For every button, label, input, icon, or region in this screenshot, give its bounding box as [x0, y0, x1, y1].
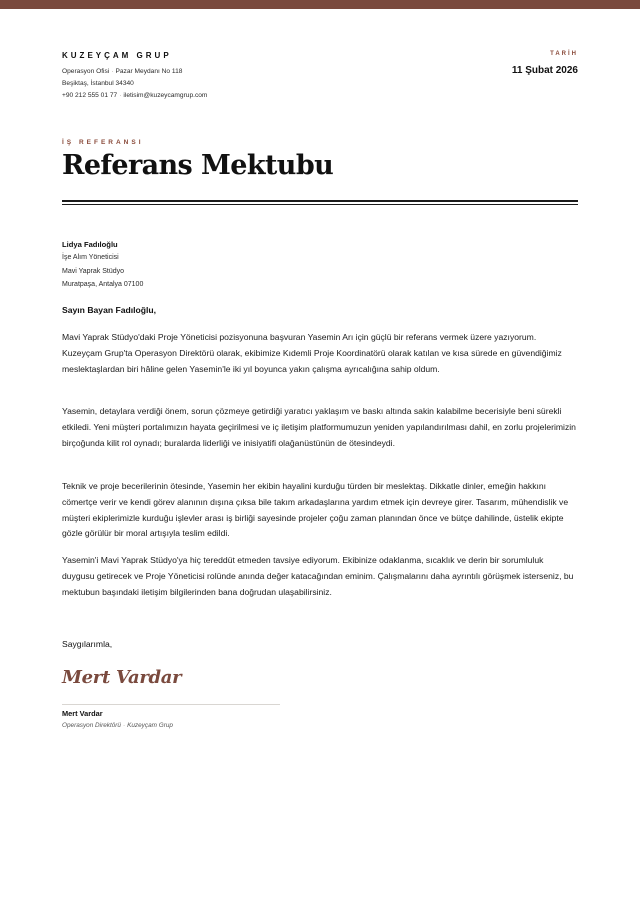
- title-divider-thin: [62, 204, 578, 205]
- recipient-location: Muratpaşa, Antalya 07100: [62, 281, 144, 289]
- address-line-1: [62, 68, 182, 75]
- contact-line: [62, 92, 207, 99]
- separator: ·: [111, 68, 114, 75]
- phone-number: +90 212 555 01 77: [62, 92, 118, 99]
- recipient-company: Mavi Yaprak Stüdyo: [62, 267, 124, 275]
- body-paragraph: Yasemin, detaylara verdiği önem, sorun çözmeye getirdiği yaratıcı yaklaşım ve baskı altında sakin kalabilme becerisiyle beni sürekli etkiledi. Yeni müşteri portalımızın hayata geçirilmesi ve iç iletişim platformumuzun yeniden yapılandırılması dahil, en zorlu projelerimizin birçoğunda kilit rol oynadı; buralarda liderliği ve inisiyatifi olağanüstünün de ötesindeydi.: [62, 406, 576, 448]
- company-name: KUZEYÇAM GRUP: [62, 51, 172, 60]
- salutation: Sayın Bayan Fadıloğlu,: [62, 305, 157, 315]
- signature-line: [62, 704, 280, 705]
- date-value: 11 Şubat 2026: [511, 65, 578, 76]
- office-name: Operasyon Ofisi: [62, 68, 110, 75]
- signer-role: Operasyon Direktörü: [62, 722, 121, 729]
- document-title: Referans Mektubu: [62, 150, 334, 181]
- separator: ·: [122, 722, 126, 729]
- signer-name: Mert Vardar: [62, 709, 103, 718]
- body-paragraph: Teknik ve proje becerilerinin ötesinde, Yasemin her ekibin hayalini kurduğu türden bir meslektaş. Dikkatle dinler, emeğin hakkını cömertçe verir ve kendi görev alanının dışına çıksa bile takım arkadaşlarına yardım etmek için devreye girer. Tasarım, mühendislik ve müşteri ekiplerimizle kurduğu işlevler arası iş birliği sayesinde projeler çoğu zaman planından önce ve bütçe dahilinde, üstelik ekipte gözle görülür bir moral artışıyla teslim edildi.: [62, 481, 569, 539]
- top-accent-bar: [0, 0, 640, 9]
- street-address: Pazar Meydanı No 118: [115, 68, 183, 75]
- recipient-title: İşe Alım Yöneticisi: [62, 254, 119, 262]
- separator: ·: [119, 92, 122, 99]
- signer-role-line: [62, 722, 173, 729]
- document-type-label: İŞ REFERANSI: [62, 139, 144, 146]
- title-divider-thick: [62, 200, 578, 202]
- recipient-block: [62, 238, 143, 292]
- body-paragraph: Yasemin'i Mavi Yaprak Stüdyo'ya hiç tereddüt etmeden tavsiye ediyorum. Ekibinize odaklanma, sıcaklık ve derin bir sorumluluk duygusu getirecek ve Proje Yöneticisi rolünde anında değer katacağından eminim. Çalışmalarını daha ayrıntılı görüşmek isterseniz, bu mektubun başındaki iletişim bilgilerinden bana doğrudan ulaşabilirsiniz.: [62, 555, 574, 597]
- signer-company: Kuzeyçam Grup: [127, 722, 173, 729]
- date-label: TARİH: [550, 51, 578, 57]
- address-line-2: Beşiktaş, İstanbul 34340: [62, 80, 134, 87]
- body-paragraph: Mavi Yaprak Stüdyo'daki Proje Yöneticisi pozisyonuna başvuran Yasemin Arı için güçlü bir referans vermek üzere yazıyorum. Kuzeyçam Grup'ta Operasyon Direktörü olarak, ekibimize Kıdemli Proje Koordinatörü olarak katılan ve kısa sürede en güvendiğimiz meslektaşlardan biri hâline gelen Yasemin'le iki yıl boyunca yakın çalışma ayrıcalığına sahip oldum.: [62, 332, 562, 374]
- recipient-name: Lidya Fadıloğlu: [62, 240, 118, 249]
- email-address: iletisim@kuzeycamgrup.com: [123, 92, 208, 99]
- signature: Mert Vardar: [62, 667, 182, 688]
- valediction: Saygılarımla,: [62, 639, 113, 649]
